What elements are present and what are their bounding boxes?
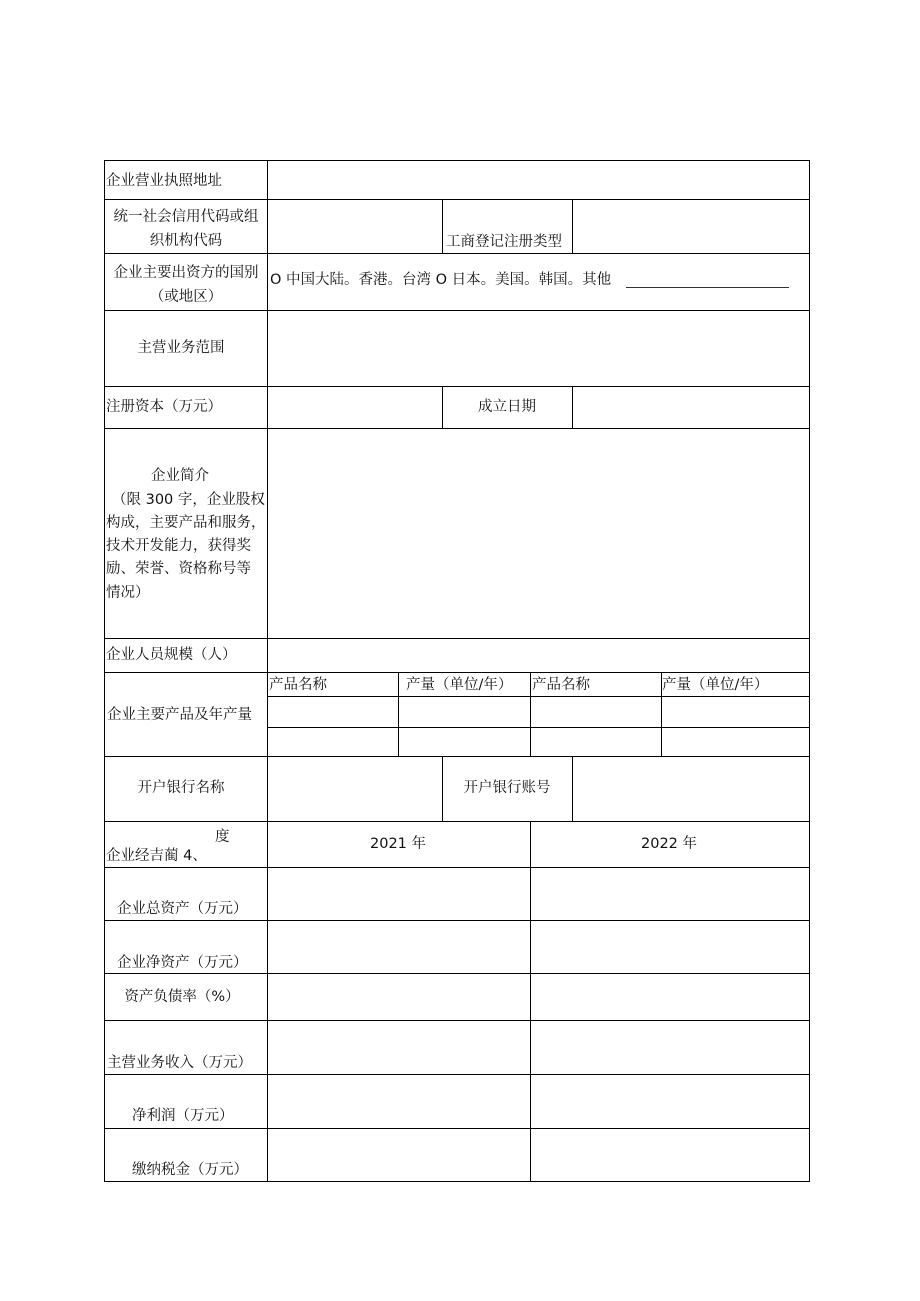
product-cell[interactable] xyxy=(531,697,661,727)
metric-value-cell[interactable] xyxy=(531,1021,809,1074)
business-scope-field[interactable] xyxy=(268,311,809,386)
product-cell[interactable] xyxy=(268,697,398,727)
metric-value-cell[interactable] xyxy=(268,921,530,973)
registration-type-label: 工商登记注册类型 xyxy=(446,234,562,250)
credit-code-field[interactable] xyxy=(268,200,442,253)
metric-label-taxes-paid: 缴纳税金（万元） xyxy=(132,1162,248,1178)
intro-label-line: 情况） xyxy=(106,585,150,601)
product-output-header: 产量（单位/年） xyxy=(662,677,769,693)
product-cell[interactable] xyxy=(399,728,530,756)
credit-code-label-line1: 统一社会信用代码或组 xyxy=(113,209,259,225)
investor-region-options[interactable]: O 中国大陆。香港。台湾 O 日本。美国。韩国。其他 xyxy=(270,272,612,288)
product-output-header: 产量（单位/年） xyxy=(406,677,513,693)
credit-code-label-line2: 织机构代码 xyxy=(149,233,223,249)
bank-name-label: 开户银行名称 xyxy=(137,780,225,796)
business-address-label: 企业营业执照地址 xyxy=(106,173,222,189)
intro-label-line: 构成，主要产品和服务， xyxy=(106,515,266,531)
company-intro-field[interactable] xyxy=(268,429,809,638)
ops-header-top: 度 xyxy=(215,829,230,845)
metric-label-net-assets: 企业净资产（万元） xyxy=(117,955,248,971)
established-date-label: 成立日期 xyxy=(478,399,536,415)
ops-header-bottom: 企业经吉蔺 4、 xyxy=(106,848,207,864)
metric-label-main-revenue: 主营业务收入（万元） xyxy=(107,1055,252,1071)
metric-label-net-profit: 净利润（万元） xyxy=(132,1108,234,1124)
intro-label-line: 励、荣誉、资格称号等 xyxy=(106,561,251,577)
enterprise-info-form xyxy=(104,160,810,1182)
investor-region-label-line1: 企业主要出资方的国别 xyxy=(113,265,259,281)
metric-value-cell[interactable] xyxy=(531,974,809,1020)
products-label: 企业主要产品及年产量 xyxy=(107,707,252,723)
year-2022-header: 2022 年 xyxy=(640,836,698,852)
metric-value-cell[interactable] xyxy=(531,1075,809,1128)
metric-value-cell[interactable] xyxy=(268,1075,530,1128)
investor-region-label-line2: （或地区） xyxy=(149,289,223,305)
registered-capital-label: 注册资本（万元） xyxy=(106,399,222,415)
business-address-field[interactable] xyxy=(268,161,809,199)
metric-label-debt-ratio: 资产负债率（%） xyxy=(124,989,240,1005)
metric-value-cell[interactable] xyxy=(531,868,809,920)
metric-value-cell[interactable] xyxy=(531,921,809,973)
metric-label-total-assets: 企业总资产（万元） xyxy=(117,901,248,917)
established-date-field[interactable] xyxy=(573,387,809,428)
product-name-header: 产品名称 xyxy=(532,677,590,693)
investor-region-other-blank[interactable] xyxy=(626,287,789,288)
product-cell[interactable] xyxy=(268,728,398,756)
product-cell[interactable] xyxy=(662,697,809,727)
intro-label-line: 技术开发能力，获得奖 xyxy=(106,538,251,554)
metric-value-cell[interactable] xyxy=(268,1129,530,1181)
business-scope-label: 主营业务范围 xyxy=(137,340,225,356)
registered-capital-field[interactable] xyxy=(268,387,442,428)
bank-account-field[interactable] xyxy=(573,757,809,821)
staff-size-field[interactable] xyxy=(268,639,809,672)
bank-name-field[interactable] xyxy=(268,757,442,821)
product-name-header: 产品名称 xyxy=(269,677,327,693)
metric-value-cell[interactable] xyxy=(268,868,530,920)
year-2021-header: 2021 年 xyxy=(369,836,427,852)
metric-value-cell[interactable] xyxy=(531,1129,809,1181)
metric-value-cell[interactable] xyxy=(268,974,530,1020)
metric-value-cell[interactable] xyxy=(268,1021,530,1074)
intro-label-line: （限 300 字，企业股权 xyxy=(112,492,265,508)
product-cell[interactable] xyxy=(531,728,661,756)
bank-account-label: 开户银行账号 xyxy=(463,780,551,796)
staff-size-label: 企业人员规模（人） xyxy=(106,647,237,663)
intro-label-line: 企业简介 xyxy=(151,468,209,484)
registration-type-field[interactable] xyxy=(573,200,809,253)
product-cell[interactable] xyxy=(662,728,809,756)
product-cell[interactable] xyxy=(399,697,530,727)
